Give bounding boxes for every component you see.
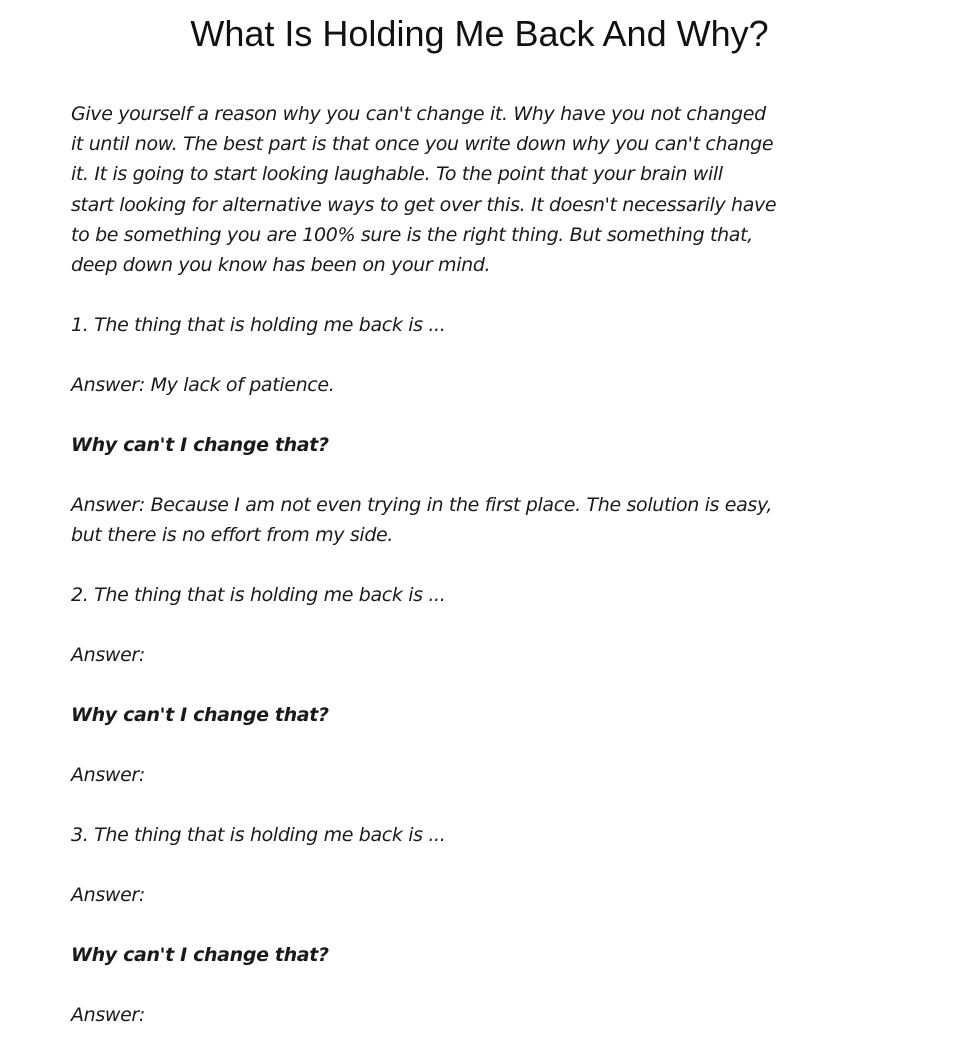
item-1-why-question: Why can't I change that? <box>71 434 329 457</box>
item-2-why-answer: Answer: <box>71 764 145 787</box>
item-2-answer: Answer: <box>71 644 145 667</box>
item-3-why-question: Why can't I change that? <box>71 944 329 967</box>
intro-paragraph <box>71 99 921 280</box>
item-1-prompt: 1. The thing that is holding me back is ... <box>71 314 446 337</box>
item-1-why-answer <box>71 490 921 550</box>
item-2-why-question: Why can't I change that? <box>71 704 329 727</box>
intro-line: Give yourself a reason why you can't change it. Why have you not changed <box>71 103 766 125</box>
intro-line: start looking for alternative ways to get over this. It doesn't necessarily have <box>71 193 777 216</box>
document-body <box>71 99 921 1030</box>
intro-line: it. It is going to start looking laughable. To the point that your brain will <box>71 163 723 186</box>
why-answer-line: but there is no effort from my side. <box>71 524 394 547</box>
item-1-answer: Answer: My lack of patience. <box>71 374 335 397</box>
intro-line: to be something you are 100% sure is the right thing. But something that, <box>71 223 753 246</box>
item-2-prompt: 2. The thing that is holding me back is ... <box>71 584 446 607</box>
why-answer-line: Answer: Because I am not even trying in the first place. The solution is easy, <box>71 494 773 517</box>
page-title: What Is Holding Me Back And Why? <box>190 13 769 54</box>
intro-line: it until now. The best part is that once you write down why you can't change <box>71 133 774 156</box>
item-3-prompt: 3. The thing that is holding me back is ... <box>71 824 446 847</box>
item-3-answer: Answer: <box>71 884 145 907</box>
item-3-why-answer: Answer: <box>71 1004 145 1027</box>
intro-line: deep down you know has been on your mind. <box>71 254 491 277</box>
